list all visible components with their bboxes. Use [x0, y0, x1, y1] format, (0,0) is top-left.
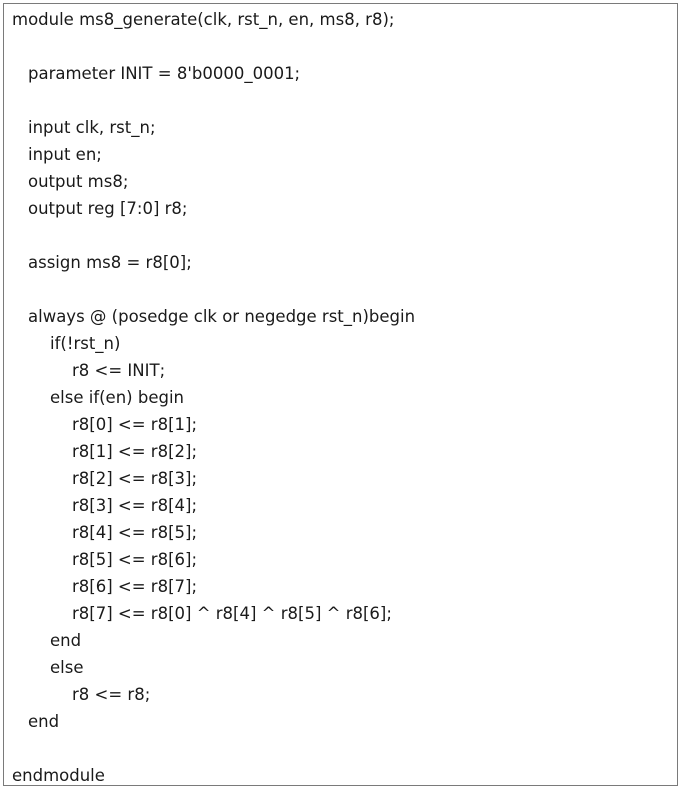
- code-line-r8-1: r8[1] <= r8[2];: [72, 442, 198, 461]
- code-line-r8-5: r8[5] <= r8[6];: [72, 550, 198, 569]
- code-line-else-if-en: else if(en) begin: [50, 388, 184, 407]
- code-line-r8-hold: r8 <= r8;: [72, 685, 151, 704]
- code-line-parameter: parameter INIT = 8'b0000_0001;: [28, 64, 301, 83]
- code-line-module-decl: module ms8_generate(clk, rst_n, en, ms8, r8);: [12, 10, 395, 29]
- code-line-output-ms8: output ms8;: [28, 172, 129, 191]
- code-line-assign: assign ms8 = r8[0];: [28, 253, 192, 272]
- code-line-always: always @ (posedge clk or negedge rst_n)begin: [28, 307, 416, 326]
- code-line-r8-init: r8 <= INIT;: [72, 361, 166, 380]
- code-line-output-reg: output reg [7:0] r8;: [28, 199, 188, 218]
- code-line-input-clk: input clk, rst_n;: [28, 118, 156, 137]
- code-line-else: else: [50, 658, 84, 677]
- code-line-r8-4: r8[4] <= r8[5];: [72, 523, 198, 542]
- code-line-if-reset: if(!rst_n): [50, 334, 121, 353]
- code-line-end-inner: end: [50, 631, 82, 650]
- code-listing: [3, 3, 678, 786]
- code-line-end-always: end: [28, 712, 60, 731]
- code-line-r8-7-feedback: r8[7] <= r8[0] ^ r8[4] ^ r8[5] ^ r8[6];: [72, 604, 392, 623]
- code-line-r8-6: r8[6] <= r8[7];: [72, 577, 198, 596]
- code-line-endmodule: endmodule: [12, 766, 105, 785]
- code-line-input-en: input en;: [28, 145, 102, 164]
- code-line-r8-3: r8[3] <= r8[4];: [72, 496, 198, 515]
- code-line-r8-0: r8[0] <= r8[1];: [72, 415, 198, 434]
- code-line-r8-2: r8[2] <= r8[3];: [72, 469, 198, 488]
